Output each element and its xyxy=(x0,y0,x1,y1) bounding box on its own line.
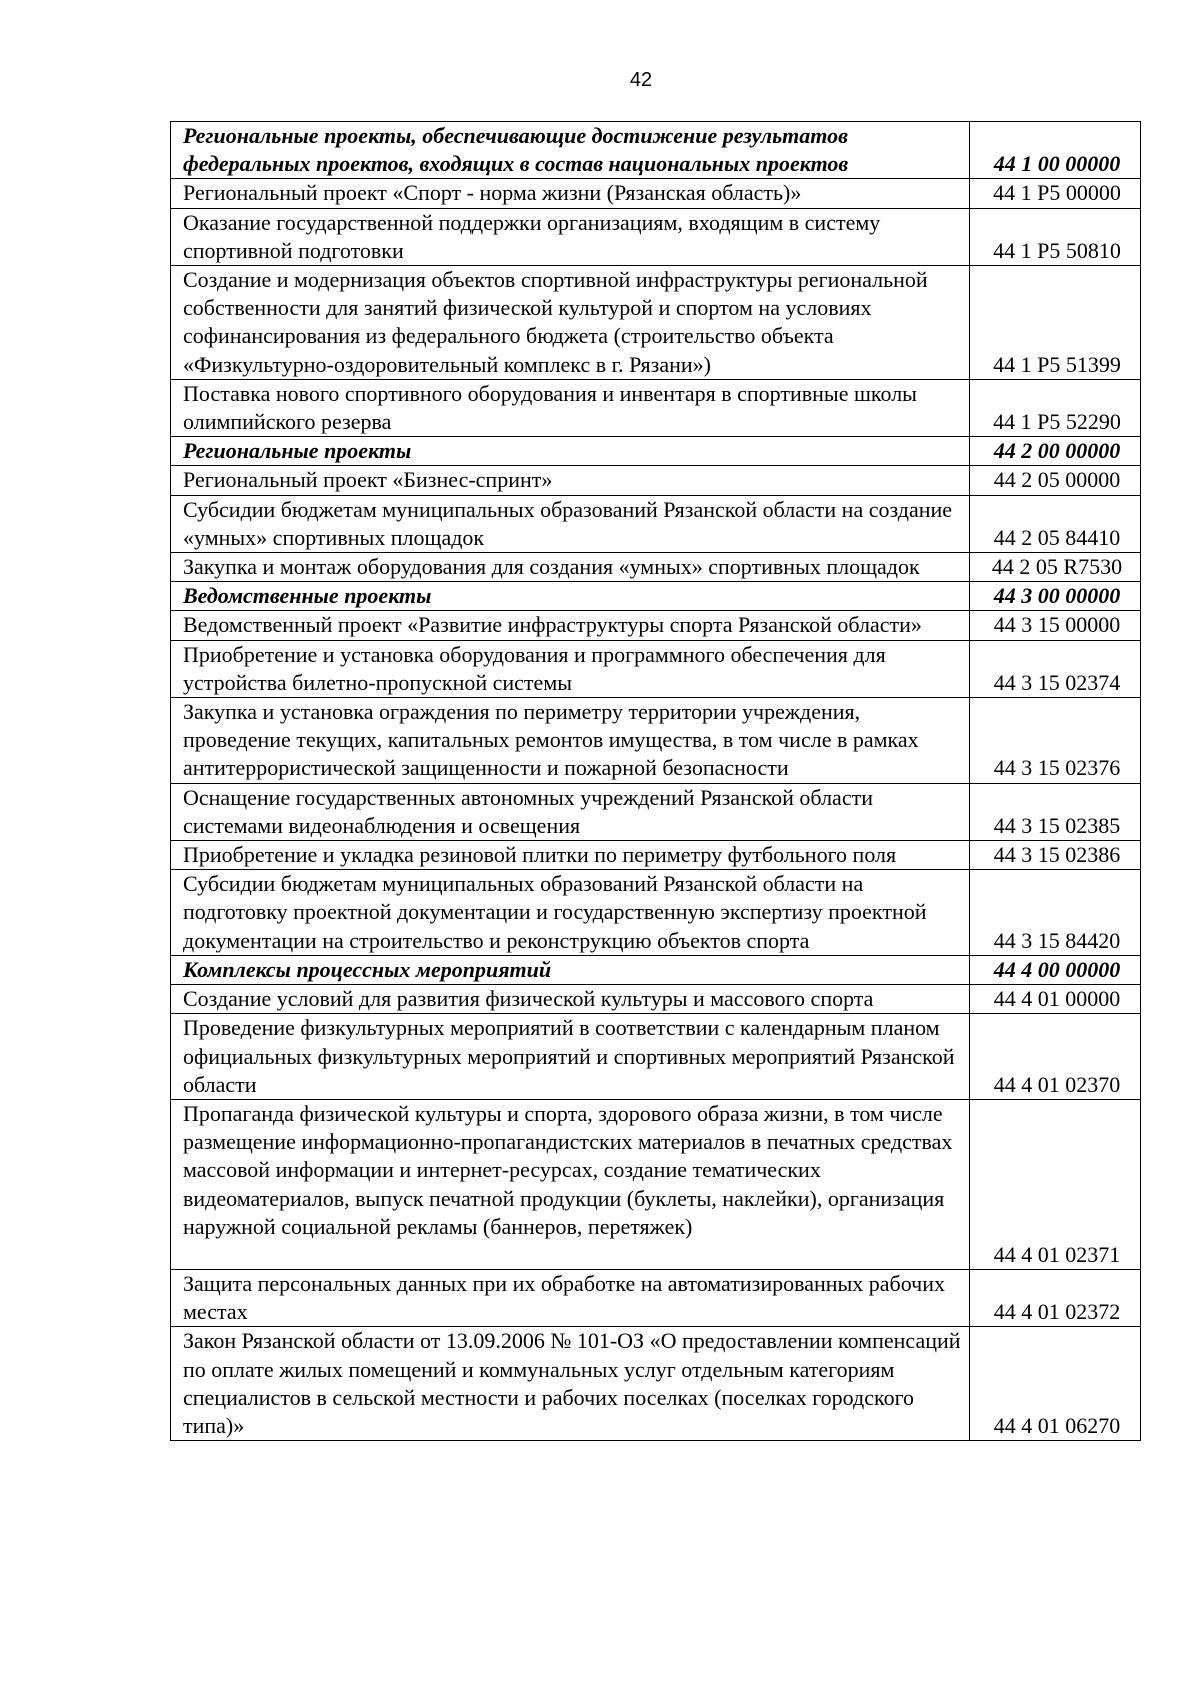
row-name-cell xyxy=(171,266,970,380)
row-code: 44 1 00 00000 xyxy=(993,151,1121,177)
row-name-cell xyxy=(171,955,970,984)
page-number: 42 xyxy=(629,69,653,91)
row-code: 44 4 01 02370 xyxy=(993,1071,1121,1097)
row-code-cell xyxy=(970,985,1141,1014)
row-name-cell xyxy=(171,582,970,611)
row-code-cell xyxy=(970,1099,1141,1269)
table-row xyxy=(171,1269,1141,1326)
row-name: Закупка и монтаж оборудования для создания «умных» спортивных площадок xyxy=(183,554,920,580)
table-row xyxy=(171,985,1141,1014)
table-row xyxy=(171,783,1141,840)
row-name: Ведомственные проекты xyxy=(183,583,432,609)
row-name: Приобретение и установка оборудования и программного обеспечения для устройства билетно-пропускной системы xyxy=(183,641,886,695)
row-code-cell xyxy=(970,640,1141,697)
row-name-cell xyxy=(171,611,970,640)
row-name-cell xyxy=(171,179,970,208)
table-row xyxy=(171,841,1141,870)
row-code-cell xyxy=(970,698,1141,784)
row-code-cell xyxy=(970,1269,1141,1326)
row-name: Ведомственный проект «Развитие инфраструктуры спорта Рязанской области» xyxy=(183,612,922,638)
row-name: Защита персональных данных при их обработке на автоматизированных рабочих местах xyxy=(183,1270,946,1325)
row-code: 44 3 15 02385 xyxy=(993,812,1121,838)
row-code: 44 4 01 02371 xyxy=(993,1241,1121,1267)
row-code: 44 1 P5 50810 xyxy=(993,237,1121,263)
row-code-cell xyxy=(970,611,1141,640)
row-name: Региональные проекты xyxy=(183,438,412,464)
blank-line-spacer xyxy=(183,1241,961,1269)
row-name-cell xyxy=(171,1014,970,1100)
table-row xyxy=(171,495,1141,552)
row-name-cell xyxy=(171,495,970,552)
table-row xyxy=(171,553,1141,582)
table-row xyxy=(171,698,1141,784)
table-row xyxy=(171,437,1141,466)
row-name-cell xyxy=(171,1327,970,1441)
row-code-cell xyxy=(970,122,1141,179)
row-code: 44 2 00 00000 xyxy=(993,438,1121,464)
table-row xyxy=(171,955,1141,984)
row-name-cell xyxy=(171,466,970,495)
row-code-cell xyxy=(970,553,1141,582)
row-code: 44 1 P5 51399 xyxy=(993,351,1121,377)
row-code-cell xyxy=(970,266,1141,380)
row-name: Пропаганда физической культуры и спорта, здорового образа жизни, в том числе размещение информационно-пропагандистских материалов в печатных средствах массовой информации и интернет-ресурсах, создание тематических видеоматериалов, выпуск печатной продукции (буклеты, наклейки), организация наружной социальной рекламы (баннеров, перетяжек) xyxy=(183,1100,953,1239)
row-name-cell xyxy=(171,841,970,870)
row-code-cell xyxy=(970,466,1141,495)
row-code: 44 2 05 R7530 xyxy=(991,554,1123,580)
row-name: Комплексы процессных мероприятий xyxy=(183,956,552,982)
row-code-cell xyxy=(970,437,1141,466)
table-row xyxy=(171,466,1141,495)
row-code-cell xyxy=(970,495,1141,552)
row-name-cell xyxy=(171,1099,970,1269)
row-name: Оснащение государственных автономных учреждений Рязанской области системами видеонаблюдения и освещения xyxy=(183,784,873,838)
row-name-cell xyxy=(171,122,970,179)
row-name-cell xyxy=(171,208,970,265)
row-name: Проведение физкультурных мероприятий в соответствии с календарным планом официальных физкультурных мероприятий и спортивных мероприятий Рязанской области xyxy=(183,1015,955,1097)
row-code: 44 3 15 84420 xyxy=(993,927,1121,953)
row-name: Создание условий для развития физической культуры и массового спорта xyxy=(183,986,874,1012)
row-code: 44 2 05 84410 xyxy=(993,524,1121,550)
table-row xyxy=(171,582,1141,611)
row-name: Региональные проекты, обеспечивающие достижение результатов федеральных проектов, входящих в состав национальных проектов xyxy=(183,123,849,177)
row-name: Субсидии бюджетам муниципальных образований Рязанской области на подготовку проектной документации и государственную экспертизу проектной документации на строительство и реконструкцию объектов спорта xyxy=(183,871,927,953)
table-row xyxy=(171,1099,1141,1269)
row-code: 44 4 00 00000 xyxy=(993,956,1121,982)
row-code-cell xyxy=(970,179,1141,208)
table-row xyxy=(171,266,1141,380)
row-name-cell xyxy=(171,783,970,840)
row-name: Региональный проект «Спорт - норма жизни (Рязанская область)» xyxy=(183,180,802,206)
row-code-cell xyxy=(970,783,1141,840)
row-code-cell xyxy=(970,582,1141,611)
row-name-cell xyxy=(171,698,970,784)
row-code: 44 3 00 00000 xyxy=(993,583,1121,609)
row-name: Региональный проект «Бизнес-спринт» xyxy=(183,467,553,493)
table-row xyxy=(171,179,1141,208)
row-code: 44 3 15 02374 xyxy=(993,669,1121,695)
row-code-cell xyxy=(970,379,1141,436)
row-code: 44 3 15 02386 xyxy=(993,842,1121,868)
table-row xyxy=(171,611,1141,640)
row-code-cell xyxy=(970,208,1141,265)
row-code: 44 3 15 00000 xyxy=(993,612,1121,638)
row-code: 44 4 01 02372 xyxy=(993,1299,1121,1325)
row-name: Создание и модернизация объектов спортивной инфраструктуры региональной собственности для занятий физической культурой и спортом на условиях софинансирования из федерального бюджета (строительство объекта «Физкультурно-оздоровительный комплекс в г. Рязани») xyxy=(183,267,928,377)
row-code: 44 4 01 06270 xyxy=(993,1412,1121,1438)
row-code-cell xyxy=(970,870,1141,956)
row-code: 44 3 15 02376 xyxy=(993,755,1121,781)
table-row xyxy=(171,1014,1141,1100)
row-code-cell xyxy=(970,1014,1141,1100)
table-body xyxy=(171,122,1141,1441)
row-code-cell xyxy=(970,1327,1141,1441)
row-name-cell xyxy=(171,985,970,1014)
table-row xyxy=(171,640,1141,697)
row-code: 44 1 P5 00000 xyxy=(993,180,1121,206)
row-name-cell xyxy=(171,553,970,582)
row-name: Закон Рязанской области от 13.09.2006 № 101-ОЗ «О предоставлении компенсаций по оплате жилых помещений и коммунальных услуг отдельным категориям специалистов в сельской местности и рабочих поселках (поселках городского типа)» xyxy=(183,1328,961,1438)
row-name-cell xyxy=(171,640,970,697)
row-name: Закупка и установка ограждения по периметру территории учреждения, проведение текущих, капитальных ремонтов имущества, в том числе в рамках антитеррористической защищенности и пожарной безопасности xyxy=(183,699,919,781)
row-name: Оказание государственной поддержки организациям, входящим в систему спортивной подготовки xyxy=(183,209,881,263)
row-name: Приобретение и укладка резиновой плитки по периметру футбольного поля xyxy=(183,842,897,868)
row-code: 44 1 P5 52290 xyxy=(993,409,1121,435)
budget-classification-table xyxy=(170,121,1141,1441)
table-row xyxy=(171,379,1141,436)
row-name: Субсидии бюджетам муниципальных образований Рязанской области на создание «умных» спортивных площадок xyxy=(183,496,953,550)
row-code-cell xyxy=(970,841,1141,870)
row-code: 44 2 05 00000 xyxy=(993,467,1121,493)
table-row xyxy=(171,208,1141,265)
table-row xyxy=(171,122,1141,179)
row-name-cell xyxy=(171,870,970,956)
row-code-cell xyxy=(970,955,1141,984)
table-row xyxy=(171,870,1141,956)
row-name: Поставка нового спортивного оборудования и инвентаря в спортивные школы олимпийского резерва xyxy=(183,380,917,435)
table-row xyxy=(171,1327,1141,1441)
row-name-cell xyxy=(171,1269,970,1326)
row-code: 44 4 01 00000 xyxy=(993,986,1121,1012)
row-name-cell xyxy=(171,437,970,466)
row-name-cell xyxy=(171,379,970,436)
